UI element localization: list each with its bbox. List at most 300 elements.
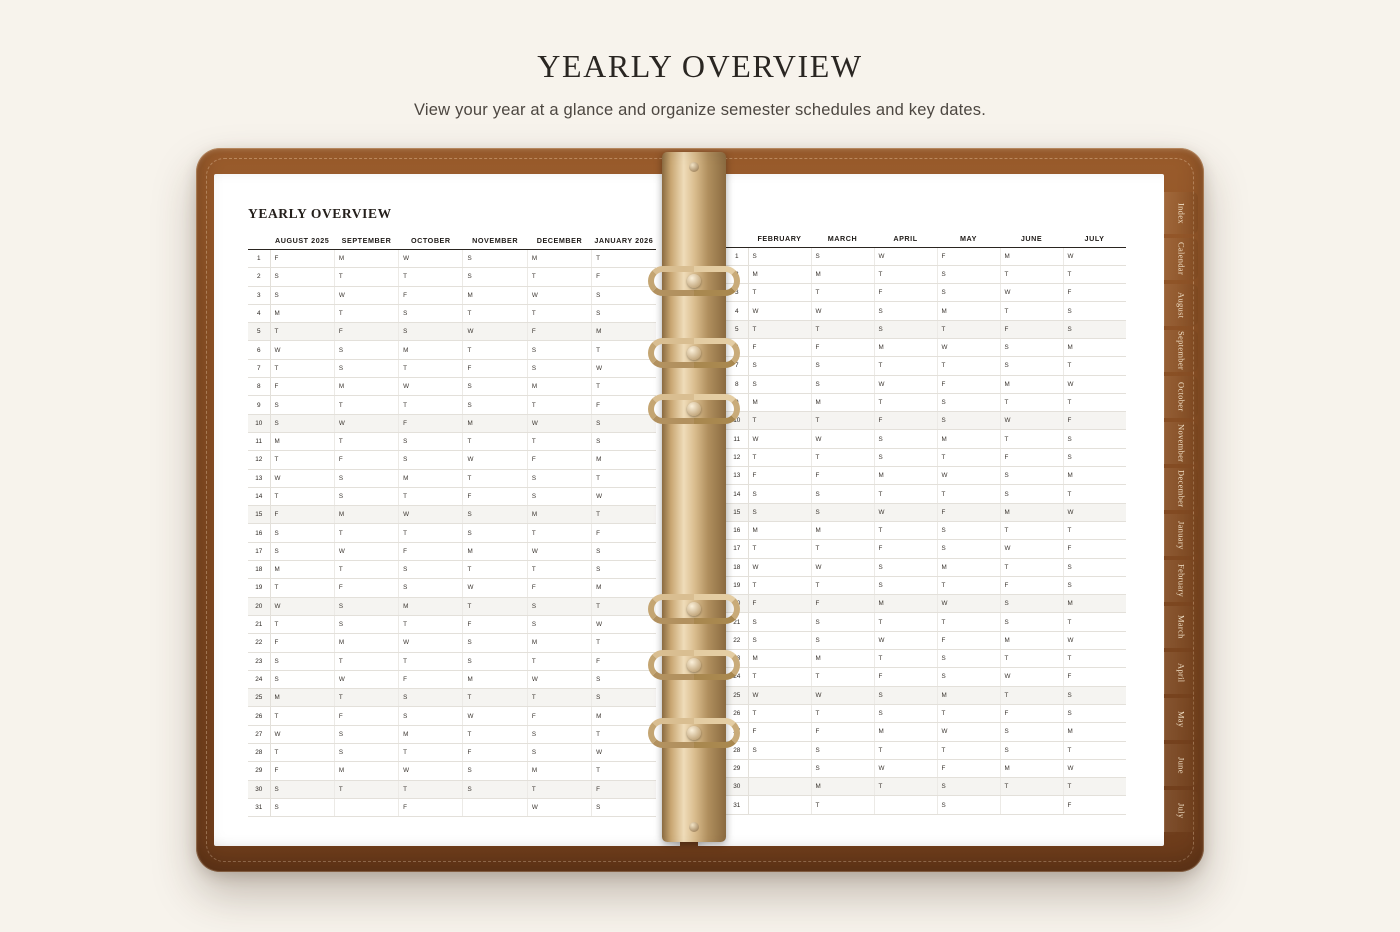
day-entry-cell[interactable]: F (334, 579, 398, 597)
day-entry-cell[interactable]: T (527, 268, 591, 286)
table-row[interactable] (726, 375, 1126, 393)
day-entry-cell[interactable]: F (748, 595, 811, 613)
day-entry-cell[interactable]: S (527, 469, 591, 487)
table-row[interactable] (726, 467, 1126, 485)
day-entry-cell[interactable]: W (527, 670, 591, 688)
day-entry-cell[interactable]: S (811, 503, 874, 521)
day-entry-cell[interactable]: F (334, 451, 398, 469)
day-entry-cell[interactable]: F (874, 540, 937, 558)
table-row[interactable] (248, 524, 656, 542)
day-entry-cell[interactable]: W (592, 487, 656, 505)
day-entry-cell[interactable]: F (399, 670, 463, 688)
day-entry-cell[interactable]: W (1000, 668, 1063, 686)
day-entry-cell[interactable]: T (1063, 357, 1126, 375)
day-entry-cell[interactable]: S (334, 744, 398, 762)
day-entry-cell[interactable]: F (270, 506, 334, 524)
day-entry-cell[interactable]: S (811, 741, 874, 759)
binder-ring[interactable] (648, 338, 740, 368)
table-row[interactable] (248, 304, 656, 322)
day-entry-cell[interactable]: S (592, 286, 656, 304)
day-entry-cell[interactable]: M (334, 762, 398, 780)
day-entry-cell[interactable]: S (592, 414, 656, 432)
table-row[interactable] (248, 561, 656, 579)
day-entry-cell[interactable]: W (874, 503, 937, 521)
day-entry-cell[interactable]: T (1000, 521, 1063, 539)
day-entry-cell[interactable]: W (463, 579, 527, 597)
table-row[interactable] (726, 412, 1126, 430)
day-entry-cell[interactable]: S (592, 304, 656, 322)
day-entry-cell[interactable]: T (463, 725, 527, 743)
day-entry-cell[interactable]: M (1063, 467, 1126, 485)
day-entry-cell[interactable]: W (811, 430, 874, 448)
day-entry-cell[interactable]: T (334, 561, 398, 579)
day-entry-cell[interactable]: F (937, 631, 1000, 649)
table-row[interactable] (726, 485, 1126, 503)
day-entry-cell[interactable]: M (527, 378, 591, 396)
day-entry-cell[interactable]: T (270, 579, 334, 597)
day-entry-cell[interactable]: M (270, 689, 334, 707)
day-entry-cell[interactable]: M (334, 250, 398, 268)
day-entry-cell[interactable]: T (874, 741, 937, 759)
table-row[interactable] (726, 393, 1126, 411)
day-entry-cell[interactable]: F (937, 375, 1000, 393)
day-entry-cell[interactable]: T (527, 652, 591, 670)
table-row[interactable] (248, 286, 656, 304)
day-entry-cell[interactable]: T (748, 284, 811, 302)
day-entry-cell[interactable]: F (1000, 704, 1063, 722)
day-entry-cell[interactable]: M (592, 579, 656, 597)
day-entry-cell[interactable]: M (1000, 503, 1063, 521)
day-entry-cell[interactable]: S (1063, 448, 1126, 466)
day-entry-cell[interactable]: S (937, 521, 1000, 539)
day-entry-cell[interactable]: T (399, 744, 463, 762)
day-entry-cell[interactable]: M (334, 634, 398, 652)
day-entry-cell[interactable]: T (937, 485, 1000, 503)
day-entry-cell[interactable]: S (592, 798, 656, 816)
day-entry-cell[interactable]: S (270, 286, 334, 304)
day-entry-cell[interactable]: F (811, 723, 874, 741)
day-entry-cell[interactable]: T (811, 704, 874, 722)
day-entry-cell[interactable]: W (270, 725, 334, 743)
day-entry-cell[interactable]: W (748, 686, 811, 704)
day-entry-cell[interactable]: W (748, 558, 811, 576)
month-tab-march[interactable] (1164, 606, 1198, 648)
day-entry-cell[interactable]: S (937, 393, 1000, 411)
day-entry-cell[interactable]: S (748, 613, 811, 631)
day-entry-cell[interactable]: F (527, 579, 591, 597)
day-entry-cell[interactable]: M (527, 250, 591, 268)
day-entry-cell[interactable]: S (811, 375, 874, 393)
day-entry-cell[interactable]: S (270, 414, 334, 432)
day-entry-cell[interactable]: M (592, 451, 656, 469)
table-row[interactable] (248, 396, 656, 414)
table-row[interactable] (248, 268, 656, 286)
day-entry-cell[interactable]: S (527, 359, 591, 377)
day-entry-cell[interactable]: M (463, 286, 527, 304)
day-entry-cell[interactable]: W (811, 558, 874, 576)
day-entry-cell[interactable]: M (270, 561, 334, 579)
table-row[interactable] (726, 503, 1126, 521)
day-entry-cell[interactable]: S (748, 485, 811, 503)
day-entry-cell[interactable]: W (1063, 247, 1126, 265)
day-entry-cell[interactable]: T (592, 597, 656, 615)
table-row[interactable] (248, 597, 656, 615)
day-entry-cell[interactable]: T (811, 668, 874, 686)
day-entry-cell[interactable]: S (270, 798, 334, 816)
table-row[interactable] (248, 414, 656, 432)
day-entry-cell[interactable]: M (399, 725, 463, 743)
day-entry-cell[interactable]: F (463, 615, 527, 633)
day-entry-cell[interactable]: S (527, 487, 591, 505)
day-entry-cell[interactable]: T (592, 341, 656, 359)
day-entry-cell[interactable]: S (937, 778, 1000, 796)
day-entry-cell[interactable]: T (874, 265, 937, 283)
day-entry-cell[interactable]: S (270, 542, 334, 560)
day-entry-cell[interactable]: M (463, 414, 527, 432)
day-entry-cell[interactable]: W (334, 542, 398, 560)
month-tab-calendar[interactable] (1164, 238, 1198, 280)
day-entry-cell[interactable]: S (937, 650, 1000, 668)
day-entry-cell[interactable]: T (463, 561, 527, 579)
day-entry-cell[interactable]: S (874, 302, 937, 320)
day-entry-cell[interactable]: S (874, 320, 937, 338)
day-entry-cell[interactable]: M (270, 432, 334, 450)
day-entry-cell[interactable]: W (592, 615, 656, 633)
day-entry-cell[interactable]: S (874, 430, 937, 448)
day-entry-cell[interactable]: M (874, 467, 937, 485)
table-row[interactable] (248, 250, 656, 268)
day-entry-cell[interactable]: F (270, 762, 334, 780)
day-entry-cell[interactable]: T (748, 576, 811, 594)
day-entry-cell[interactable]: W (399, 762, 463, 780)
day-entry-cell[interactable]: M (1000, 247, 1063, 265)
day-entry-cell[interactable]: S (937, 540, 1000, 558)
table-row[interactable] (248, 359, 656, 377)
day-entry-cell[interactable]: F (874, 284, 937, 302)
table-row[interactable] (248, 725, 656, 743)
day-entry-cell[interactable]: T (811, 320, 874, 338)
day-entry-cell[interactable]: S (1063, 558, 1126, 576)
day-entry-cell[interactable]: T (1000, 558, 1063, 576)
day-entry-cell[interactable]: T (527, 396, 591, 414)
day-entry-cell[interactable]: S (1000, 741, 1063, 759)
month-tab-july[interactable] (1164, 790, 1198, 832)
table-row[interactable] (248, 432, 656, 450)
day-entry-cell[interactable]: M (463, 542, 527, 560)
day-entry-cell[interactable]: S (1063, 430, 1126, 448)
day-entry-cell[interactable]: S (748, 741, 811, 759)
day-entry-cell[interactable]: M (811, 265, 874, 283)
day-entry-cell[interactable]: W (334, 414, 398, 432)
day-entry-cell[interactable]: F (463, 487, 527, 505)
month-tab-december[interactable] (1164, 468, 1198, 510)
day-entry-cell[interactable]: T (937, 576, 1000, 594)
day-entry-cell[interactable]: T (1000, 430, 1063, 448)
day-entry-cell[interactable]: T (527, 689, 591, 707)
table-row[interactable] (726, 613, 1126, 631)
day-entry-cell[interactable]: S (874, 558, 937, 576)
day-entry-cell[interactable]: W (874, 247, 937, 265)
day-entry-cell[interactable]: T (874, 650, 937, 668)
table-row[interactable] (726, 759, 1126, 777)
table-row[interactable] (726, 650, 1126, 668)
day-entry-cell[interactable]: S (1000, 357, 1063, 375)
day-entry-cell[interactable]: S (748, 247, 811, 265)
day-entry-cell[interactable]: S (1063, 576, 1126, 594)
day-entry-cell[interactable]: T (399, 487, 463, 505)
day-entry-cell[interactable]: T (1000, 265, 1063, 283)
day-entry-cell[interactable]: M (399, 597, 463, 615)
table-row[interactable] (726, 357, 1126, 375)
day-entry-cell[interactable]: M (811, 650, 874, 668)
day-entry-cell[interactable]: T (399, 615, 463, 633)
table-row[interactable] (726, 796, 1126, 814)
day-entry-cell[interactable]: T (270, 707, 334, 725)
table-row[interactable] (248, 798, 656, 816)
table-row[interactable] (726, 631, 1126, 649)
day-entry-cell[interactable]: S (399, 689, 463, 707)
day-entry-cell[interactable]: S (527, 597, 591, 615)
day-entry-cell[interactable]: W (463, 323, 527, 341)
day-entry-cell[interactable]: T (748, 704, 811, 722)
day-entry-cell[interactable]: M (1063, 595, 1126, 613)
table-row[interactable] (726, 521, 1126, 539)
day-entry-cell[interactable]: T (874, 521, 937, 539)
table-row[interactable] (248, 323, 656, 341)
day-entry-cell[interactable]: M (527, 506, 591, 524)
day-entry-cell[interactable]: T (270, 744, 334, 762)
day-entry-cell[interactable]: F (1000, 576, 1063, 594)
day-entry-cell[interactable]: F (334, 323, 398, 341)
day-entry-cell[interactable]: W (1000, 412, 1063, 430)
month-tab-june[interactable] (1164, 744, 1198, 786)
day-entry-cell[interactable]: T (1063, 613, 1126, 631)
day-entry-cell[interactable]: S (527, 744, 591, 762)
day-entry-cell[interactable]: W (748, 430, 811, 448)
day-entry-cell[interactable]: F (874, 668, 937, 686)
month-tab-strip[interactable] (1164, 192, 1198, 832)
day-entry-cell[interactable]: M (937, 302, 1000, 320)
day-entry-cell[interactable] (748, 796, 811, 814)
month-tab-january[interactable] (1164, 514, 1198, 556)
day-entry-cell[interactable]: S (811, 631, 874, 649)
day-entry-cell[interactable]: T (811, 412, 874, 430)
day-entry-cell[interactable]: S (748, 357, 811, 375)
day-entry-cell[interactable]: F (811, 467, 874, 485)
day-entry-cell[interactable]: F (1063, 668, 1126, 686)
day-entry-cell[interactable]: T (334, 524, 398, 542)
day-entry-cell[interactable]: T (334, 780, 398, 798)
day-entry-cell[interactable]: S (1000, 723, 1063, 741)
day-entry-cell[interactable]: T (527, 432, 591, 450)
day-entry-cell[interactable]: T (1063, 741, 1126, 759)
binder-ring[interactable] (648, 650, 740, 680)
day-entry-cell[interactable]: F (592, 268, 656, 286)
day-entry-cell[interactable]: F (811, 338, 874, 356)
day-entry-cell[interactable]: T (463, 432, 527, 450)
day-entry-cell[interactable]: T (811, 796, 874, 814)
table-row[interactable] (726, 265, 1126, 283)
day-entry-cell[interactable]: T (592, 634, 656, 652)
day-entry-cell[interactable]: W (937, 723, 1000, 741)
month-tab-october[interactable] (1164, 376, 1198, 418)
table-row[interactable] (726, 558, 1126, 576)
day-entry-cell[interactable] (748, 759, 811, 777)
day-entry-cell[interactable]: F (399, 286, 463, 304)
day-entry-cell[interactable]: M (1000, 375, 1063, 393)
day-entry-cell[interactable]: S (937, 796, 1000, 814)
day-entry-cell[interactable]: T (270, 359, 334, 377)
day-entry-cell[interactable]: M (748, 393, 811, 411)
day-entry-cell[interactable]: F (527, 323, 591, 341)
day-entry-cell[interactable]: F (399, 798, 463, 816)
day-entry-cell[interactable]: M (592, 323, 656, 341)
table-row[interactable] (248, 341, 656, 359)
day-entry-cell[interactable]: T (334, 432, 398, 450)
day-entry-cell[interactable]: S (463, 250, 527, 268)
day-entry-cell[interactable]: S (527, 725, 591, 743)
day-entry-cell[interactable]: T (937, 704, 1000, 722)
day-entry-cell[interactable]: T (874, 778, 937, 796)
day-entry-cell[interactable]: S (1000, 595, 1063, 613)
day-entry-cell[interactable]: W (1063, 375, 1126, 393)
table-row[interactable] (248, 579, 656, 597)
table-row[interactable] (726, 741, 1126, 759)
day-entry-cell[interactable]: F (874, 412, 937, 430)
day-entry-cell[interactable]: S (463, 762, 527, 780)
day-entry-cell[interactable]: S (463, 378, 527, 396)
day-entry-cell[interactable]: W (1063, 503, 1126, 521)
day-entry-cell[interactable]: T (592, 506, 656, 524)
table-row[interactable] (726, 576, 1126, 594)
table-row[interactable] (726, 247, 1126, 265)
day-entry-cell[interactable]: T (527, 780, 591, 798)
day-entry-cell[interactable]: T (463, 689, 527, 707)
day-entry-cell[interactable]: S (399, 323, 463, 341)
day-entry-cell[interactable]: F (527, 707, 591, 725)
day-entry-cell[interactable]: T (270, 487, 334, 505)
day-entry-cell[interactable]: S (1000, 485, 1063, 503)
day-entry-cell[interactable]: S (270, 780, 334, 798)
day-entry-cell[interactable]: W (937, 467, 1000, 485)
day-entry-cell[interactable]: T (592, 762, 656, 780)
day-entry-cell[interactable]: W (334, 670, 398, 688)
day-entry-cell[interactable]: S (527, 615, 591, 633)
day-entry-cell[interactable]: T (748, 320, 811, 338)
day-entry-cell[interactable]: M (748, 650, 811, 668)
day-entry-cell[interactable]: F (748, 723, 811, 741)
day-entry-cell[interactable]: S (399, 561, 463, 579)
day-entry-cell[interactable]: T (270, 615, 334, 633)
table-row[interactable] (726, 302, 1126, 320)
day-entry-cell[interactable]: F (811, 595, 874, 613)
day-entry-cell[interactable]: S (463, 396, 527, 414)
day-entry-cell[interactable]: F (1063, 796, 1126, 814)
day-entry-cell[interactable]: S (748, 503, 811, 521)
day-entry-cell[interactable]: S (1063, 302, 1126, 320)
day-entry-cell[interactable]: S (592, 670, 656, 688)
day-entry-cell[interactable]: S (399, 432, 463, 450)
day-entry-cell[interactable]: T (334, 689, 398, 707)
day-entry-cell[interactable]: M (399, 469, 463, 487)
day-entry-cell[interactable]: S (592, 542, 656, 560)
table-row[interactable] (248, 615, 656, 633)
day-entry-cell[interactable]: T (270, 323, 334, 341)
binder-ring[interactable] (648, 394, 740, 424)
day-entry-cell[interactable]: M (463, 670, 527, 688)
day-entry-cell[interactable]: S (937, 412, 1000, 430)
day-entry-cell[interactable]: W (334, 286, 398, 304)
day-entry-cell[interactable]: T (463, 597, 527, 615)
day-entry-cell[interactable]: W (527, 286, 591, 304)
day-entry-cell[interactable]: S (463, 506, 527, 524)
day-entry-cell[interactable]: T (748, 668, 811, 686)
month-tab-may[interactable] (1164, 698, 1198, 740)
day-entry-cell[interactable]: S (937, 668, 1000, 686)
day-entry-cell[interactable]: T (270, 451, 334, 469)
day-entry-cell[interactable]: S (527, 341, 591, 359)
day-entry-cell[interactable]: S (748, 631, 811, 649)
day-entry-cell[interactable]: W (527, 414, 591, 432)
day-entry-cell[interactable]: W (527, 542, 591, 560)
table-row[interactable] (726, 284, 1126, 302)
day-entry-cell[interactable]: T (937, 741, 1000, 759)
day-entry-cell[interactable]: W (937, 338, 1000, 356)
day-entry-cell[interactable]: M (937, 430, 1000, 448)
binder-ring[interactable] (648, 594, 740, 624)
day-entry-cell[interactable]: F (592, 780, 656, 798)
day-entry-cell[interactable]: S (463, 780, 527, 798)
day-entry-cell[interactable]: S (1000, 338, 1063, 356)
day-entry-cell[interactable]: S (270, 524, 334, 542)
day-entry-cell[interactable] (1000, 796, 1063, 814)
table-row[interactable] (726, 595, 1126, 613)
day-entry-cell[interactable]: T (592, 725, 656, 743)
day-entry-cell[interactable]: M (748, 265, 811, 283)
day-entry-cell[interactable]: M (1063, 723, 1126, 741)
day-entry-cell[interactable]: T (937, 448, 1000, 466)
day-entry-cell[interactable]: F (270, 378, 334, 396)
day-entry-cell[interactable]: S (1063, 704, 1126, 722)
day-entry-cell[interactable]: T (399, 359, 463, 377)
day-entry-cell[interactable]: M (811, 393, 874, 411)
table-row[interactable] (726, 704, 1126, 722)
day-entry-cell[interactable]: T (937, 613, 1000, 631)
day-entry-cell[interactable]: S (334, 615, 398, 633)
day-entry-cell[interactable]: W (399, 634, 463, 652)
day-entry-cell[interactable]: S (874, 448, 937, 466)
day-entry-cell[interactable]: W (399, 378, 463, 396)
table-row[interactable] (726, 540, 1126, 558)
day-entry-cell[interactable] (334, 798, 398, 816)
day-entry-cell[interactable]: T (463, 304, 527, 322)
day-entry-cell[interactable]: T (937, 320, 1000, 338)
day-entry-cell[interactable]: S (463, 634, 527, 652)
day-entry-cell[interactable]: W (592, 359, 656, 377)
day-entry-cell[interactable]: T (1063, 393, 1126, 411)
binder-ring[interactable] (648, 266, 740, 296)
day-entry-cell[interactable]: M (937, 558, 1000, 576)
day-entry-cell[interactable]: M (270, 304, 334, 322)
day-entry-cell[interactable]: W (270, 469, 334, 487)
day-entry-cell[interactable]: T (1000, 686, 1063, 704)
day-entry-cell[interactable]: F (1000, 448, 1063, 466)
day-entry-cell[interactable]: T (334, 268, 398, 286)
table-row[interactable] (248, 707, 656, 725)
day-entry-cell[interactable]: F (399, 414, 463, 432)
day-entry-cell[interactable]: S (399, 707, 463, 725)
day-entry-cell[interactable]: T (527, 561, 591, 579)
